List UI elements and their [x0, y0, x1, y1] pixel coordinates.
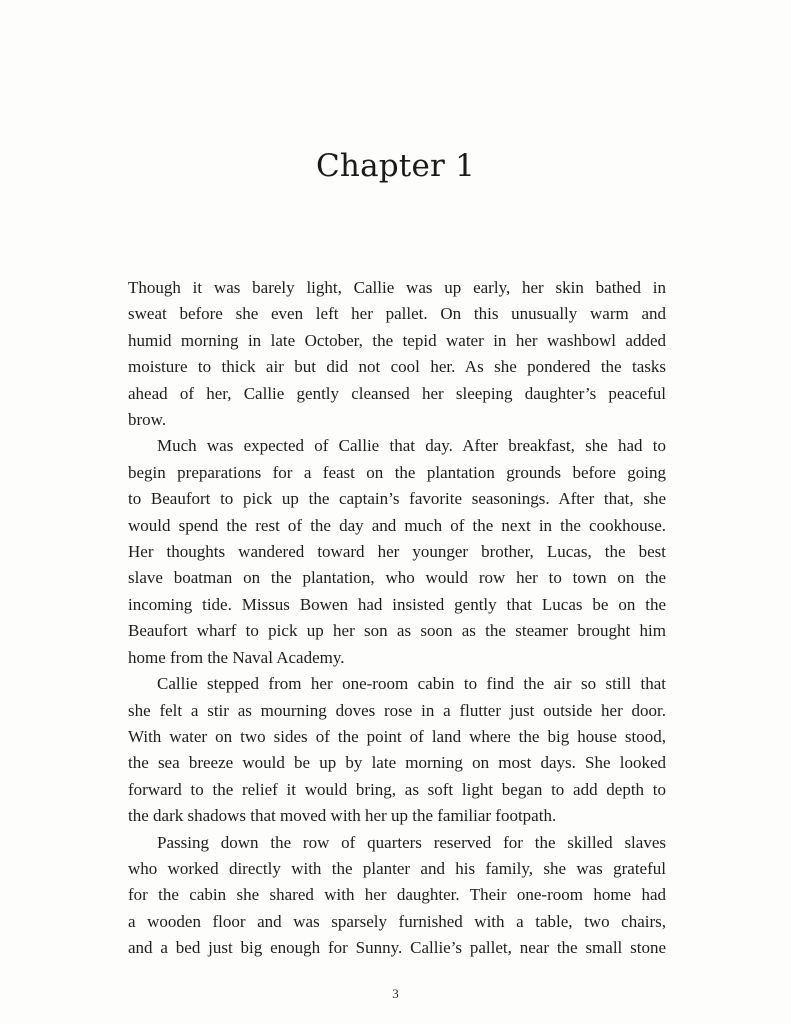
- text-line: home from the Naval Academy.: [128, 647, 345, 667]
- chapter-body: [128, 275, 666, 962]
- text-line: sweat before she even left her pallet. On this unusually warm and: [128, 304, 666, 324]
- page-number: 3: [392, 986, 399, 1001]
- text-line: incoming tide. Missus Bowen had insisted gently that Lucas be on the: [128, 594, 666, 614]
- text-line: Beaufort wharf to pick up her son as soon as the steamer brought him: [128, 621, 666, 641]
- text-line: she felt a stir as mourning doves rose in a flutter just outside her door.: [128, 700, 666, 720]
- text-line: slave boatman on the plantation, who would row her to town on the: [128, 568, 666, 588]
- text-line: the sea breeze would be up by late morning on most days. She looked: [128, 753, 666, 773]
- paragraph-4: [128, 830, 666, 962]
- text-line: who worked directly with the planter and his family, she was grateful: [128, 858, 666, 878]
- text-line: Her thoughts wandered toward her younger brother, Lucas, the best: [128, 542, 666, 562]
- text-line: moisture to thick air but did not cool her. As she pondered the tasks: [128, 357, 666, 377]
- paragraph-3: [128, 671, 666, 829]
- text-line: Much was expected of Callie that day. After breakfast, she had to: [157, 436, 666, 456]
- text-line: ahead of her, Callie gently cleansed her sleeping daughter’s peaceful: [128, 383, 666, 403]
- text-line: humid morning in late October, the tepid water in her washbowl added: [128, 330, 666, 350]
- text-line: for the cabin she shared with her daughter. Their one-room home had: [128, 885, 666, 905]
- chapter-title: Chapter 1: [315, 148, 475, 184]
- text-line: forward to the relief it would bring, as soft light began to add depth to: [128, 779, 666, 799]
- paragraph-1: [128, 275, 666, 433]
- text-line: the dark shadows that moved with her up the familiar footpath.: [128, 806, 557, 826]
- text-line: Passing down the row of quarters reserved for the skilled slaves: [157, 832, 666, 852]
- text-line: a wooden floor and was sparsely furnished with a table, two chairs,: [128, 911, 666, 931]
- text-line: to Beaufort to pick up the captain’s favorite seasonings. After that, she: [128, 489, 666, 509]
- paragraph-2: [128, 433, 666, 671]
- text-line: With water on two sides of the point of land where the big house stood,: [128, 726, 666, 746]
- text-line: and a bed just big enough for Sunny. Callie’s pallet, near the small stone: [128, 938, 666, 958]
- text-line: Though it was barely light, Callie was up early, her skin bathed in: [128, 278, 666, 297]
- text-line: Callie stepped from her one-room cabin to find the air so still that: [157, 674, 666, 694]
- text-line: brow.: [128, 410, 167, 430]
- text-line: would spend the rest of the day and much of the next in the cookhouse.: [128, 515, 666, 535]
- text-line: begin preparations for a feast on the plantation grounds before going: [128, 462, 666, 482]
